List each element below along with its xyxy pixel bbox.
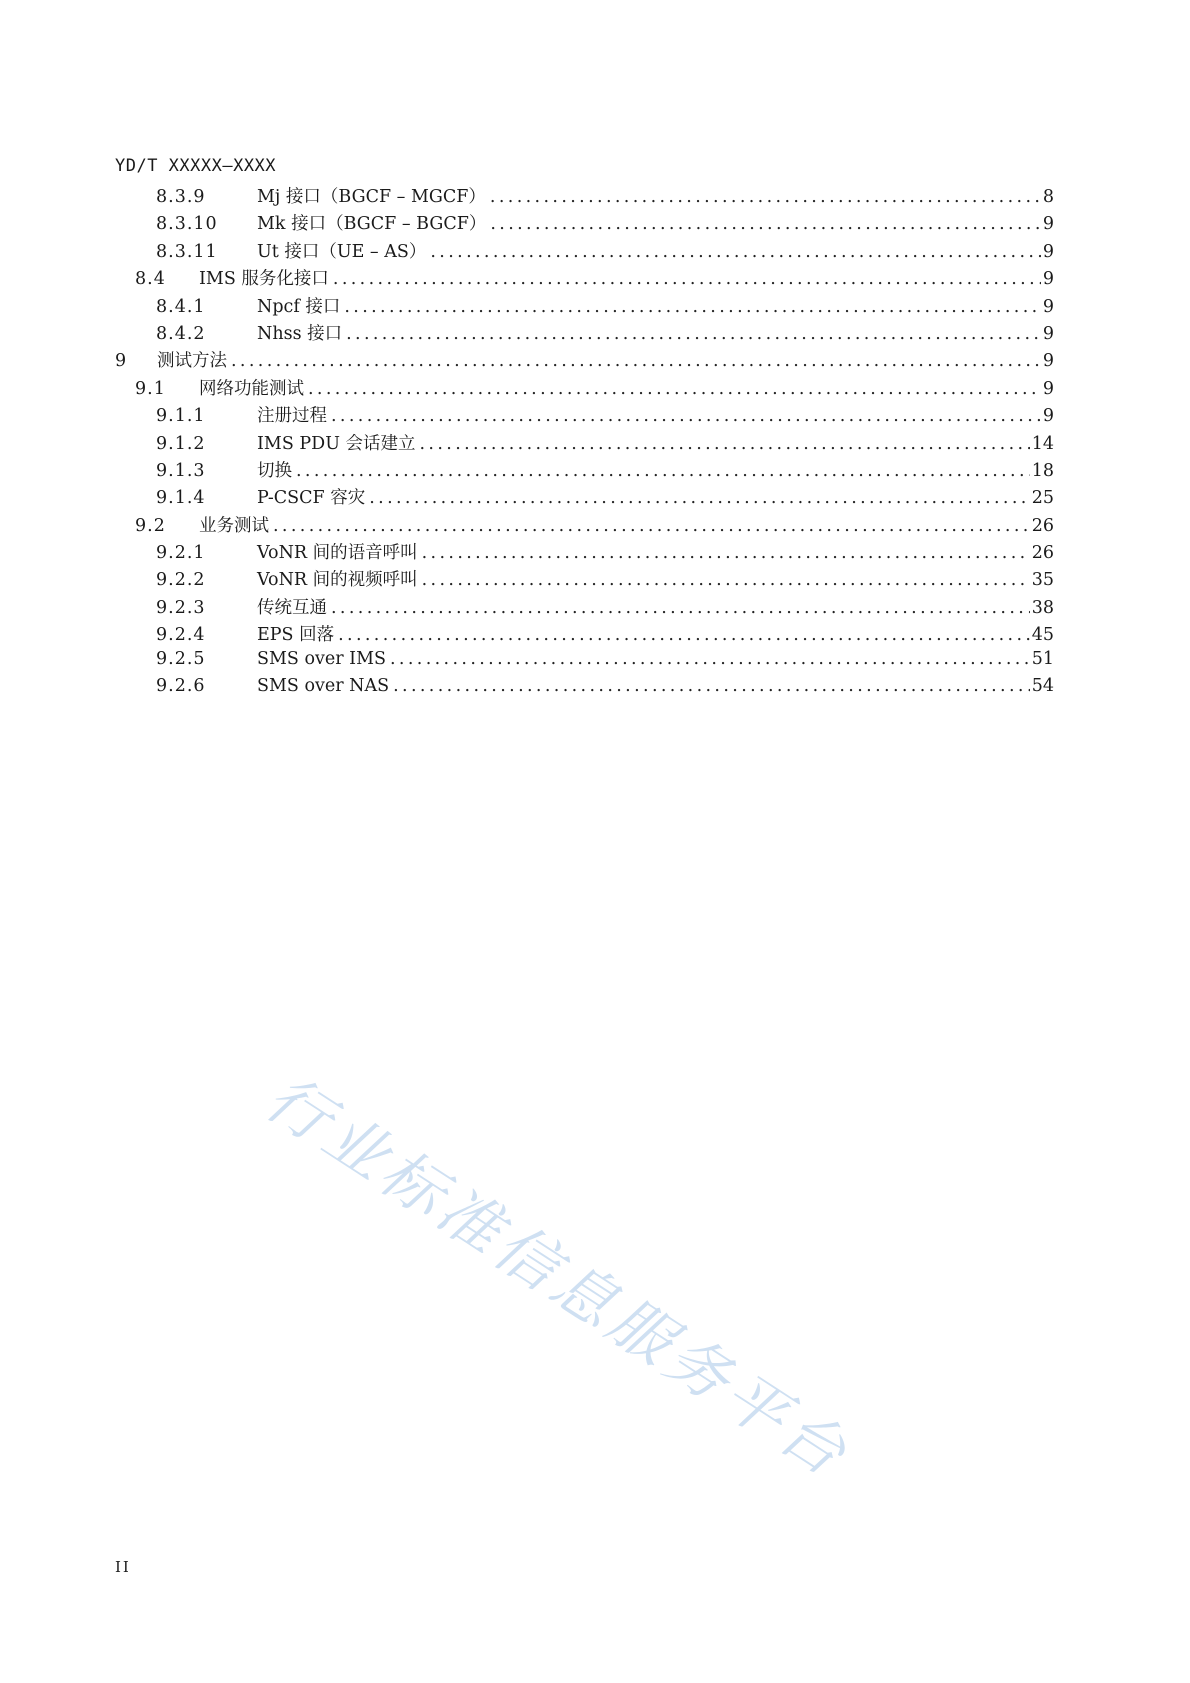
toc-dot-leader	[422, 543, 1030, 563]
toc-entry[interactable]	[115, 293, 1054, 320]
toc-entry-title: VoNR 间的语音呼叫	[257, 543, 418, 564]
toc-dot-leader	[490, 187, 1041, 207]
toc-entry-title: Ut 接口（UE – AS）	[257, 241, 427, 262]
toc-entry-title: 业务测试	[199, 515, 269, 536]
toc-entry[interactable]	[115, 539, 1054, 566]
toc-entry-title: Mk 接口（BGCF – BGCF）	[257, 214, 487, 235]
toc-entry-page: 9	[1042, 406, 1054, 427]
toc-entry[interactable]	[115, 183, 1054, 210]
toc-entry-title: Nhss 接口	[257, 323, 343, 344]
toc-entry-number: 9.1	[135, 378, 166, 399]
toc-entry-page: 14	[1031, 433, 1054, 454]
toc-dot-leader	[333, 269, 1041, 289]
toc-entry-number: 9.2.2	[156, 570, 206, 591]
toc-entry-number: 8.4	[135, 269, 166, 290]
table-of-contents	[115, 183, 1054, 703]
toc-entry-page: 45	[1031, 625, 1054, 646]
toc-dot-leader	[296, 461, 1030, 481]
toc-entry-number: 8.3.9	[156, 187, 206, 207]
toc-entry-title: 注册过程	[257, 406, 327, 427]
toc-entry[interactable]	[115, 594, 1054, 621]
toc-entry-number: 9.1.3	[156, 460, 206, 481]
toc-entry-number: 9.2.6	[156, 676, 206, 697]
toc-entry-title: VoNR 间的视频呼叫	[257, 570, 418, 591]
toc-entry-page: 18	[1031, 460, 1054, 481]
toc-entry-page: 9	[1042, 269, 1054, 290]
toc-dot-leader	[420, 434, 1030, 454]
toc-entry-page: 26	[1031, 543, 1054, 564]
toc-entry-title: 切换	[257, 460, 292, 481]
document-code: YD/T XXXXX—XXXX	[115, 156, 277, 176]
toc-entry-number: 9.1.4	[156, 488, 206, 509]
toc-entry[interactable]	[115, 402, 1054, 429]
toc-entry-number: 8.3.10	[156, 214, 218, 235]
toc-entry-page: 9	[1042, 241, 1054, 262]
toc-dot-leader	[390, 649, 1030, 669]
toc-dot-leader	[338, 625, 1030, 645]
toc-entry-number: 9.2.5	[156, 648, 206, 669]
toc-entry-number: 8.4.1	[156, 296, 206, 317]
toc-entry-title: 测试方法	[157, 351, 227, 372]
toc-entry-number: 9.2	[135, 515, 166, 536]
toc-dot-leader	[369, 488, 1030, 508]
toc-entry-page: 9	[1042, 323, 1054, 344]
toc-entry-page: 9	[1042, 378, 1054, 399]
toc-entry[interactable]	[115, 512, 1054, 539]
toc-entry[interactable]	[115, 621, 1054, 648]
toc-entry-title: P-CSCF 容灾	[257, 488, 366, 509]
toc-entry[interactable]	[115, 484, 1054, 511]
toc-entry-page: 26	[1031, 515, 1054, 536]
toc-entry-page: 54	[1031, 676, 1054, 697]
toc-entry-number: 9.2.4	[156, 625, 206, 646]
toc-entry-title: 传统互通	[257, 597, 327, 618]
toc-entry-page: 8	[1042, 187, 1054, 207]
toc-entry-page: 51	[1031, 648, 1054, 669]
toc-entry[interactable]	[115, 210, 1054, 237]
toc-entry[interactable]	[115, 430, 1054, 457]
toc-entry[interactable]	[115, 347, 1054, 374]
toc-entry-page: 25	[1031, 488, 1054, 509]
watermark: 行业标准信息服务平台	[253, 1060, 864, 1493]
toc-entry-number: 9.1.1	[156, 406, 206, 427]
toc-entry-page: 38	[1031, 597, 1054, 618]
toc-entry-title: Npcf 接口	[257, 296, 341, 317]
toc-dot-leader	[430, 242, 1040, 262]
toc-entry-number: 8.3.11	[156, 241, 218, 262]
toc-entry-title: IMS 服务化接口	[199, 269, 329, 290]
toc-entry-title: 网络功能测试	[199, 378, 304, 399]
toc-entry-page: 9	[1042, 351, 1054, 372]
toc-entry-number: 9.2.3	[156, 597, 206, 618]
toc-entry-page: 9	[1042, 214, 1054, 235]
toc-entry-number: 9.1.2	[156, 433, 206, 454]
toc-dot-leader	[422, 570, 1030, 590]
toc-entry-page: 35	[1031, 570, 1054, 591]
toc-entry-page: 9	[1042, 296, 1054, 317]
page-number: II	[115, 1558, 131, 1576]
toc-dot-leader	[393, 676, 1030, 696]
toc-entry-title: SMS over IMS	[257, 648, 386, 669]
toc-entry-number: 9	[115, 351, 128, 372]
toc-entry[interactable]	[115, 238, 1054, 265]
toc-dot-leader	[331, 406, 1041, 426]
toc-entry[interactable]	[115, 676, 1054, 703]
toc-entry[interactable]	[115, 457, 1054, 484]
toc-entry[interactable]	[115, 649, 1054, 676]
toc-dot-leader	[346, 324, 1041, 344]
toc-dot-leader	[331, 598, 1030, 618]
toc-dot-leader	[273, 516, 1030, 536]
toc-dot-leader	[490, 214, 1041, 234]
toc-entry[interactable]	[115, 320, 1054, 347]
toc-entry[interactable]	[115, 566, 1054, 593]
toc-entry-number: 8.4.2	[156, 323, 206, 344]
toc-dot-leader	[344, 297, 1041, 317]
toc-dot-leader	[308, 379, 1041, 399]
toc-entry-title: SMS over NAS	[257, 676, 390, 697]
toc-entry-title: Mj 接口（BGCF – MGCF）	[257, 187, 486, 207]
toc-entry-number: 9.2.1	[156, 543, 206, 564]
toc-entry[interactable]	[115, 265, 1054, 292]
toc-entry-title: EPS 回落	[257, 625, 335, 646]
toc-dot-leader	[231, 351, 1041, 371]
toc-entry-title: IMS PDU 会话建立	[257, 433, 416, 454]
toc-entry[interactable]	[115, 375, 1054, 402]
